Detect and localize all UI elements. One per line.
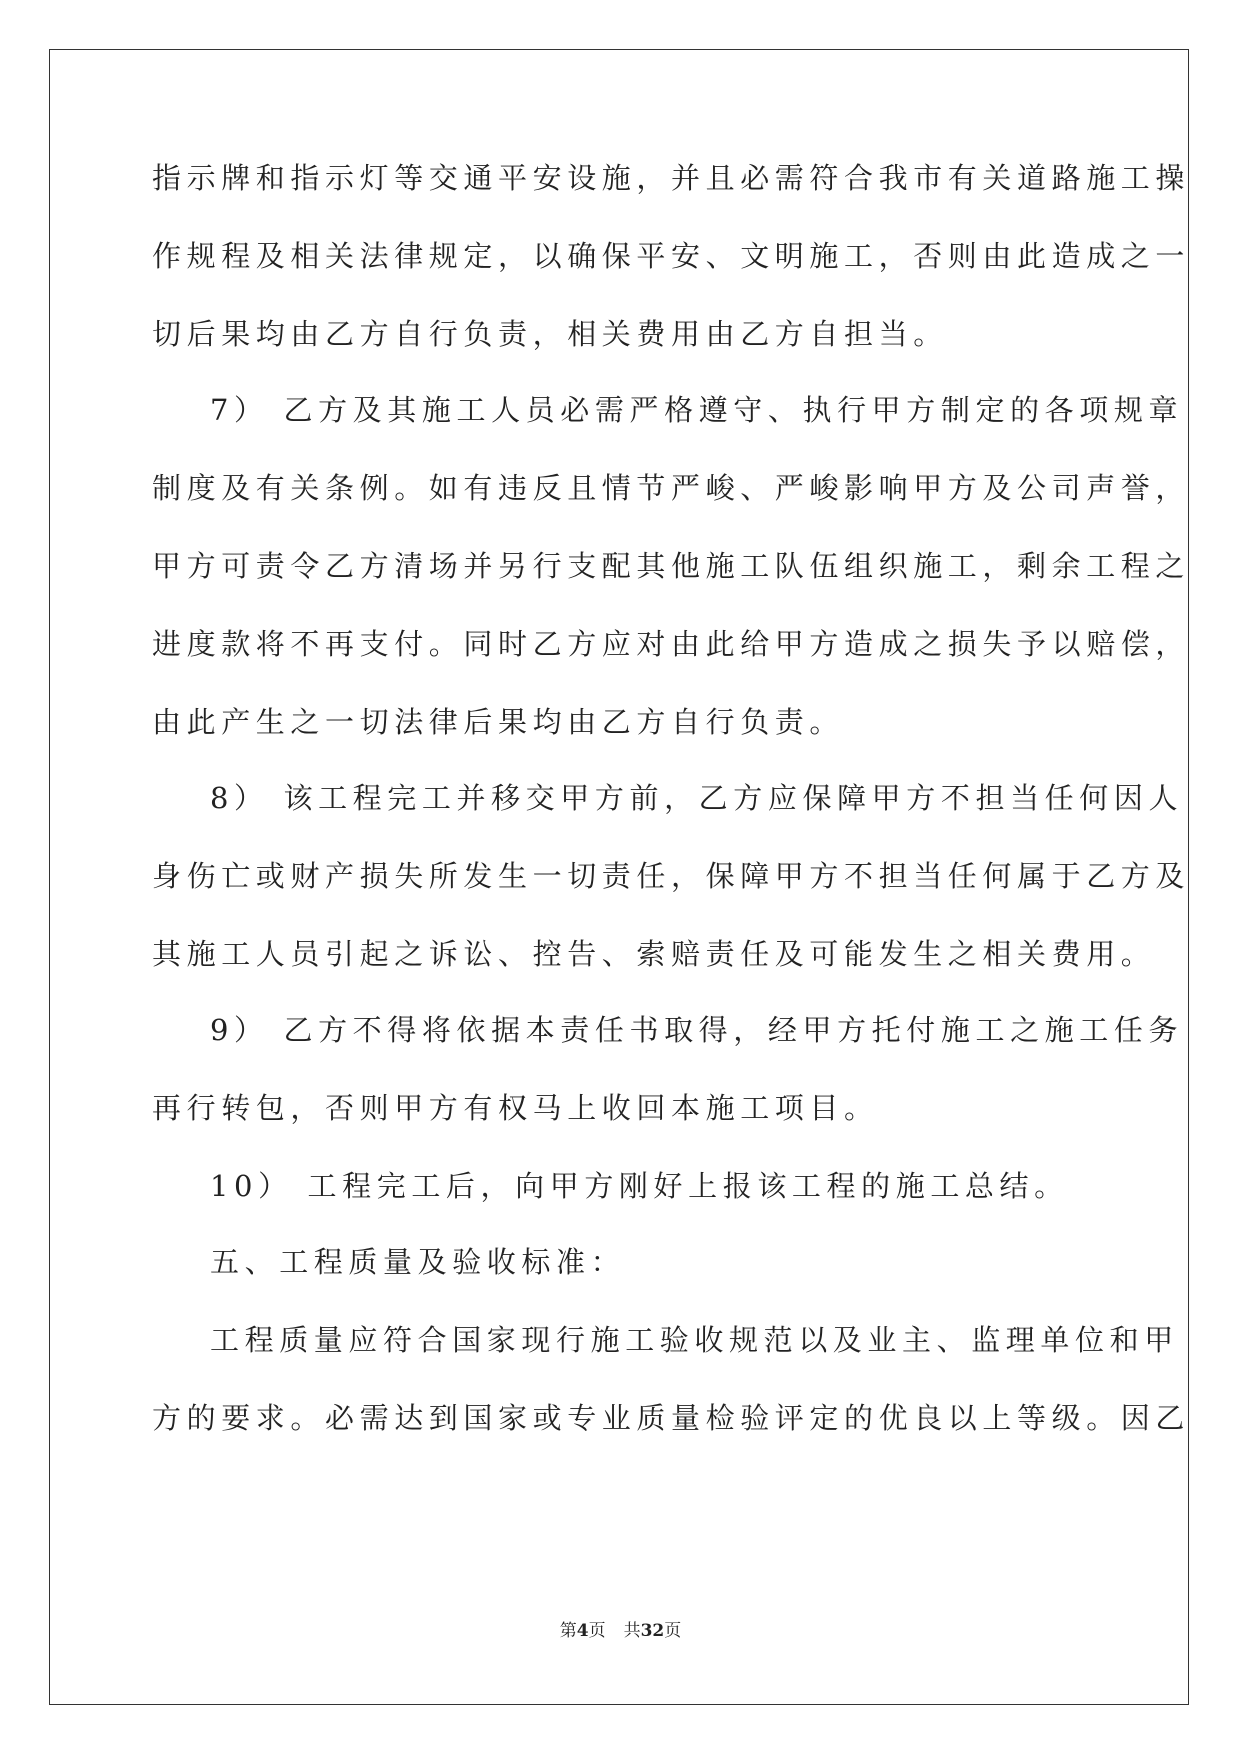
page-footer [0, 1621, 1241, 1641]
text-line: 其施工人员引起之诉讼、控告、索赔责任及可能发生之相关费用。 [152, 937, 1156, 971]
total-prefix: 共 [623, 1621, 641, 1641]
total-suffix: 页 [664, 1621, 682, 1641]
text-line: 制度及有关条例。如有违反且情节严峻、严峻影响甲方及公司声誉， [152, 471, 1191, 505]
page-number: 4 [576, 1621, 589, 1641]
paragraph-item-9: 9） 乙方不得将依据本责任书取得，经甲方托付施工之施工任务 [210, 1013, 1184, 1047]
page-suffix: 页 [588, 1621, 606, 1641]
page-prefix: 第 [559, 1621, 577, 1641]
text-line: 切后果均由乙方自行负责，相关费用由乙方自担当。 [152, 317, 948, 351]
text-line: 进度款将不再支付。同时乙方应对由此给甲方造成之损失予以赔偿， [152, 627, 1191, 661]
paragraph-item-10: 10） 工程完工后，向甲方刚好上报该工程的施工总结。 [210, 1169, 1069, 1203]
text-line: 指示牌和指示灯等交通平安设施，并且必需符合我市有关道路施工操 [152, 161, 1191, 195]
section-heading: 五、工程质量及验收标准： [210, 1245, 626, 1279]
text-line: 由此产生之一切法律后果均由乙方自行负责。 [152, 705, 845, 739]
text-line: 作规程及相关法律规定，以确保平安、文明施工，否则由此造成之一 [152, 239, 1191, 273]
text-line: 身伤亡或财产损失所发生一切责任，保障甲方不担当任何属于乙方及 [152, 859, 1191, 893]
total-pages: 32 [640, 1621, 665, 1641]
text-line: 方的要求。必需达到国家或专业质量检验评定的优良以上等级。因乙 [152, 1401, 1191, 1435]
text-line: 再行转包，否则甲方有权马上收回本施工项目。 [152, 1091, 879, 1125]
text-line: 甲方可责令乙方清场并另行支配其他施工队伍组织施工，剩余工程之 [152, 549, 1191, 583]
text-line: 工程质量应符合国家现行施工验收规范以及业主、监理单位和甲 [210, 1323, 1179, 1357]
paragraph-item-7: 7） 乙方及其施工人员必需严格遵守、执行甲方制定的各项规章 [210, 393, 1184, 427]
paragraph-item-8: 8） 该工程完工并移交甲方前，乙方应保障甲方不担当任何因人 [210, 781, 1184, 815]
